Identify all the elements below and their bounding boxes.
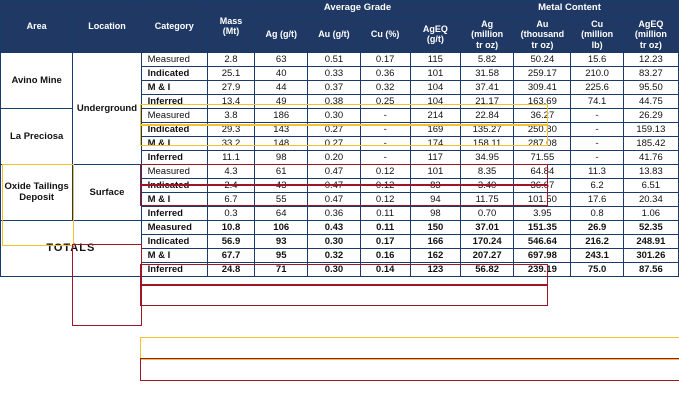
totals-label: TOTALS bbox=[1, 220, 142, 276]
cell-ag-metal: 37.41 bbox=[460, 80, 513, 94]
totals-row bbox=[1, 220, 679, 234]
cell-au-metal: 36.67 bbox=[514, 178, 571, 192]
cell-mass: 67.7 bbox=[207, 248, 254, 262]
cell-ageq-grade: 169 bbox=[410, 122, 460, 136]
cell-cu-grade: 0.14 bbox=[360, 262, 410, 276]
cell-au-grade: 0.47 bbox=[308, 192, 360, 206]
cell-cu-grade: - bbox=[360, 122, 410, 136]
cell-au-grade: 0.43 bbox=[308, 220, 360, 234]
cell-cu-grade: 0.11 bbox=[360, 206, 410, 220]
col-ag-grade: Ag (g/t) bbox=[255, 16, 308, 52]
category-cell: Indicated bbox=[141, 178, 207, 192]
cell-mass: 29.3 bbox=[207, 122, 254, 136]
cell-cu-metal: 225.6 bbox=[571, 80, 623, 94]
cell-ageq-grade: 115 bbox=[410, 52, 460, 66]
cell-mass: 3.8 bbox=[207, 108, 254, 122]
cell-au-metal: 36.27 bbox=[514, 108, 571, 122]
col-cu-grade: Cu (%) bbox=[360, 16, 410, 52]
cell-au-metal: 287.08 bbox=[514, 136, 571, 150]
cell-cu-metal: 216.2 bbox=[571, 234, 623, 248]
cell-cu-metal: 74.1 bbox=[571, 94, 623, 108]
cell-cu-grade: 0.17 bbox=[360, 234, 410, 248]
col-mass-line1: Mass bbox=[219, 16, 243, 27]
cell-cu-grade: 0.17 bbox=[360, 52, 410, 66]
cell-cu-grade: 0.12 bbox=[360, 192, 410, 206]
cell-mass: 33.2 bbox=[207, 136, 254, 150]
col-group-metal-content: Metal Content bbox=[460, 1, 678, 17]
cell-au-metal: 151.35 bbox=[514, 220, 571, 234]
cell-mass: 6.7 bbox=[207, 192, 254, 206]
cell-ageq-grade: 123 bbox=[410, 262, 460, 276]
cell-mass: 0.3 bbox=[207, 206, 254, 220]
cell-mass: 11.1 bbox=[207, 150, 254, 164]
cell-cu-grade: - bbox=[360, 150, 410, 164]
cell-ageq-grade: 166 bbox=[410, 234, 460, 248]
cell-au-metal: 546.64 bbox=[514, 234, 571, 248]
cell-au-metal: 71.55 bbox=[514, 150, 571, 164]
cell-ag-metal: 170.24 bbox=[460, 234, 513, 248]
cell-ageq-metal: 12.23 bbox=[623, 52, 678, 66]
cell-au-grade: 0.20 bbox=[308, 150, 360, 164]
cell-ag-grade: 63 bbox=[255, 52, 308, 66]
cell-mass: 27.9 bbox=[207, 80, 254, 94]
cell-mass: 56.9 bbox=[207, 234, 254, 248]
col-ageq-grade bbox=[410, 16, 460, 52]
category-cell: Inferred bbox=[141, 94, 207, 108]
cell-au-grade: 0.36 bbox=[308, 206, 360, 220]
cell-ag-metal: 8.35 bbox=[460, 164, 513, 178]
cell-ag-metal: 3.40 bbox=[460, 178, 513, 192]
cell-au-metal: 101.50 bbox=[514, 192, 571, 206]
cell-ag-metal: 56.82 bbox=[460, 262, 513, 276]
cell-ag-grade: 98 bbox=[255, 150, 308, 164]
cell-ageq-metal: 248.91 bbox=[623, 234, 678, 248]
cell-au-grade: 0.47 bbox=[308, 164, 360, 178]
cell-au-grade: 0.27 bbox=[308, 136, 360, 150]
cell-ageq-grade: 98 bbox=[410, 206, 460, 220]
col-cu-metal-l3: lb) bbox=[591, 39, 603, 50]
cell-ageq-grade: 94 bbox=[410, 192, 460, 206]
cell-au-metal: 3.95 bbox=[514, 206, 571, 220]
cell-au-grade: 0.30 bbox=[308, 108, 360, 122]
cell-cu-metal: 17.6 bbox=[571, 192, 623, 206]
cell-ageq-grade: 101 bbox=[410, 164, 460, 178]
highlight-totals-indicated bbox=[140, 337, 679, 360]
cell-mass: 24.8 bbox=[207, 262, 254, 276]
table-body bbox=[1, 52, 679, 276]
cell-ag-metal: 207.27 bbox=[460, 248, 513, 262]
cell-ag-grade: 61 bbox=[255, 164, 308, 178]
cell-au-grade: 0.30 bbox=[308, 262, 360, 276]
cell-ag-metal: 158.11 bbox=[460, 136, 513, 150]
category-cell: Indicated bbox=[141, 122, 207, 136]
cell-ageq-grade: 104 bbox=[410, 94, 460, 108]
category-cell: Measured bbox=[141, 108, 207, 122]
col-area: Area bbox=[1, 1, 73, 53]
cell-au-grade: 0.33 bbox=[308, 66, 360, 80]
cell-cu-metal: 0.8 bbox=[571, 206, 623, 220]
cell-ageq-metal: 95.50 bbox=[623, 80, 678, 94]
cell-ageq-metal: 87.56 bbox=[623, 262, 678, 276]
cell-cu-grade: 0.11 bbox=[360, 220, 410, 234]
cell-au-grade: 0.37 bbox=[308, 80, 360, 94]
cell-au-metal: 64.84 bbox=[514, 164, 571, 178]
cell-ageq-metal: 26.29 bbox=[623, 108, 678, 122]
highlight-oxide-mi bbox=[140, 284, 548, 306]
cell-ageq-metal: 83.27 bbox=[623, 66, 678, 80]
cell-mass: 2.4 bbox=[207, 178, 254, 192]
col-ageq-metal-l3: tr oz) bbox=[639, 39, 662, 50]
cell-ag-grade: 143 bbox=[255, 122, 308, 136]
area-oxide-tailings-deposit: Oxide Tailings Deposit bbox=[1, 164, 73, 220]
col-ag-metal-l2: (million bbox=[471, 29, 504, 40]
cell-cu-metal: - bbox=[571, 108, 623, 122]
cell-au-metal: 50.24 bbox=[514, 52, 571, 66]
cell-mass: 2.8 bbox=[207, 52, 254, 66]
cell-ag-metal: 0.70 bbox=[460, 206, 513, 220]
cell-au-grade: 0.38 bbox=[308, 94, 360, 108]
col-ag-metal-l3: tr oz) bbox=[476, 39, 499, 50]
table-row bbox=[1, 164, 679, 178]
category-cell: M & I bbox=[141, 80, 207, 94]
cell-cu-metal: 15.6 bbox=[571, 52, 623, 66]
category-cell: Indicated bbox=[141, 66, 207, 80]
cell-ag-metal: 135.27 bbox=[460, 122, 513, 136]
cell-ageq-metal: 1.06 bbox=[623, 206, 678, 220]
col-mass-line2: (Mt) bbox=[222, 26, 240, 37]
cell-cu-metal: - bbox=[571, 136, 623, 150]
col-au-metal-l1: Au bbox=[536, 18, 549, 29]
col-ag-metal bbox=[460, 16, 513, 52]
col-category: Category bbox=[141, 1, 207, 53]
cell-au-metal: 697.98 bbox=[514, 248, 571, 262]
cell-ag-grade: 64 bbox=[255, 206, 308, 220]
col-group-average-grade: Average Grade bbox=[255, 1, 461, 17]
cell-ageq-metal: 159.13 bbox=[623, 122, 678, 136]
col-au-grade: Au (g/t) bbox=[308, 16, 360, 52]
col-ageq-metal-l1: AgEQ bbox=[638, 18, 664, 29]
cell-cu-grade: 0.12 bbox=[360, 164, 410, 178]
cell-ag-metal: 31.58 bbox=[460, 66, 513, 80]
cell-ageq-metal: 44.75 bbox=[623, 94, 678, 108]
cell-cu-grade: 0.25 bbox=[360, 94, 410, 108]
cell-cu-metal: 243.1 bbox=[571, 248, 623, 262]
cell-ag-grade: 44 bbox=[255, 80, 308, 94]
cell-cu-grade: 0.36 bbox=[360, 66, 410, 80]
col-mass bbox=[207, 1, 254, 53]
cell-cu-metal: 26.9 bbox=[571, 220, 623, 234]
cell-ageq-metal: 20.34 bbox=[623, 192, 678, 206]
cell-ag-metal: 34.95 bbox=[460, 150, 513, 164]
category-cell: Inferred bbox=[141, 206, 207, 220]
col-ageq-metal bbox=[623, 16, 678, 52]
table-row bbox=[1, 52, 679, 66]
cell-ageq-grade: 174 bbox=[410, 136, 460, 150]
cell-mass: 13.4 bbox=[207, 94, 254, 108]
col-ageq-grade-l2: (g/t) bbox=[426, 34, 444, 45]
category-cell: Inferred bbox=[141, 150, 207, 164]
location-underground: Underground bbox=[73, 52, 141, 164]
cell-mass: 10.8 bbox=[207, 220, 254, 234]
cell-ag-grade: 95 bbox=[255, 248, 308, 262]
cell-mass: 25.1 bbox=[207, 66, 254, 80]
cell-cu-metal: 6.2 bbox=[571, 178, 623, 192]
cell-ag-metal: 5.82 bbox=[460, 52, 513, 66]
cell-cu-metal: 11.3 bbox=[571, 164, 623, 178]
col-cu-metal bbox=[571, 16, 623, 52]
category-cell: Measured bbox=[141, 164, 207, 178]
cell-cu-metal: - bbox=[571, 122, 623, 136]
col-au-metal-l2: (thousand bbox=[520, 29, 565, 40]
location-surface: Surface bbox=[73, 164, 141, 220]
cell-ageq-grade: 162 bbox=[410, 248, 460, 262]
cell-au-metal: 309.41 bbox=[514, 80, 571, 94]
table-header bbox=[1, 1, 679, 53]
cell-cu-grade: 0.16 bbox=[360, 248, 410, 262]
cell-au-metal: 239.19 bbox=[514, 262, 571, 276]
cell-au-grade: 0.32 bbox=[308, 248, 360, 262]
cell-ag-metal: 21.17 bbox=[460, 94, 513, 108]
cell-ageq-grade: 150 bbox=[410, 220, 460, 234]
cell-ag-grade: 148 bbox=[255, 136, 308, 150]
category-cell: M & I bbox=[141, 248, 207, 262]
area-la-preciosa: La Preciosa bbox=[1, 108, 73, 164]
category-cell: Inferred bbox=[141, 262, 207, 276]
cell-ageq-metal: 6.51 bbox=[623, 178, 678, 192]
cell-ag-metal: 22.84 bbox=[460, 108, 513, 122]
cell-ageq-grade: 83 bbox=[410, 178, 460, 192]
cell-ageq-grade: 101 bbox=[410, 66, 460, 80]
cell-cu-metal: 75.0 bbox=[571, 262, 623, 276]
cell-ageq-metal: 52.35 bbox=[623, 220, 678, 234]
cell-cu-metal: - bbox=[571, 150, 623, 164]
cell-ag-grade: 55 bbox=[255, 192, 308, 206]
cell-ag-grade: 106 bbox=[255, 220, 308, 234]
col-cu-metal-l1: Cu bbox=[591, 18, 604, 29]
cell-au-metal: 250.80 bbox=[514, 122, 571, 136]
cell-cu-grade: 0.32 bbox=[360, 80, 410, 94]
highlight-totals-mi bbox=[140, 358, 679, 381]
cell-ageq-metal: 13.83 bbox=[623, 164, 678, 178]
cell-mass: 4.3 bbox=[207, 164, 254, 178]
cell-ag-metal: 37.01 bbox=[460, 220, 513, 234]
category-cell: Measured bbox=[141, 52, 207, 66]
col-location: Location bbox=[73, 1, 141, 53]
cell-au-metal: 163.69 bbox=[514, 94, 571, 108]
category-cell: M & I bbox=[141, 136, 207, 150]
category-cell: Indicated bbox=[141, 234, 207, 248]
area-avino-mine: Avino Mine bbox=[1, 52, 73, 108]
cell-ageq-grade: 104 bbox=[410, 80, 460, 94]
cell-ageq-grade: 214 bbox=[410, 108, 460, 122]
cell-ag-grade: 186 bbox=[255, 108, 308, 122]
cell-cu-grade: - bbox=[360, 108, 410, 122]
cell-au-grade: 0.47 bbox=[308, 178, 360, 192]
cell-cu-metal: 210.0 bbox=[571, 66, 623, 80]
cell-au-grade: 0.27 bbox=[308, 122, 360, 136]
col-ageq-metal-l2: (million bbox=[634, 29, 667, 40]
col-au-metal-l3: tr oz) bbox=[531, 39, 554, 50]
col-cu-metal-l2: (million bbox=[581, 29, 614, 40]
cell-ag-metal: 11.75 bbox=[460, 192, 513, 206]
cell-cu-grade: 0.12 bbox=[360, 178, 410, 192]
cell-au-grade: 0.51 bbox=[308, 52, 360, 66]
cell-ageq-metal: 185.42 bbox=[623, 136, 678, 150]
cell-au-metal: 259.17 bbox=[514, 66, 571, 80]
cell-ag-grade: 93 bbox=[255, 234, 308, 248]
cell-ageq-metal: 41.76 bbox=[623, 150, 678, 164]
cell-ag-grade: 43 bbox=[255, 178, 308, 192]
cell-ageq-grade: 117 bbox=[410, 150, 460, 164]
category-cell: Measured bbox=[141, 220, 207, 234]
col-ag-metal-l1: Ag bbox=[481, 18, 494, 29]
col-ageq-grade-l1: AgEQ bbox=[422, 24, 448, 35]
cell-ageq-metal: 301.26 bbox=[623, 248, 678, 262]
cell-au-grade: 0.30 bbox=[308, 234, 360, 248]
cell-cu-grade: - bbox=[360, 136, 410, 150]
category-cell: M & I bbox=[141, 192, 207, 206]
col-au-metal bbox=[514, 16, 571, 52]
cell-ag-grade: 49 bbox=[255, 94, 308, 108]
cell-ag-grade: 71 bbox=[255, 262, 308, 276]
cell-ag-grade: 40 bbox=[255, 66, 308, 80]
